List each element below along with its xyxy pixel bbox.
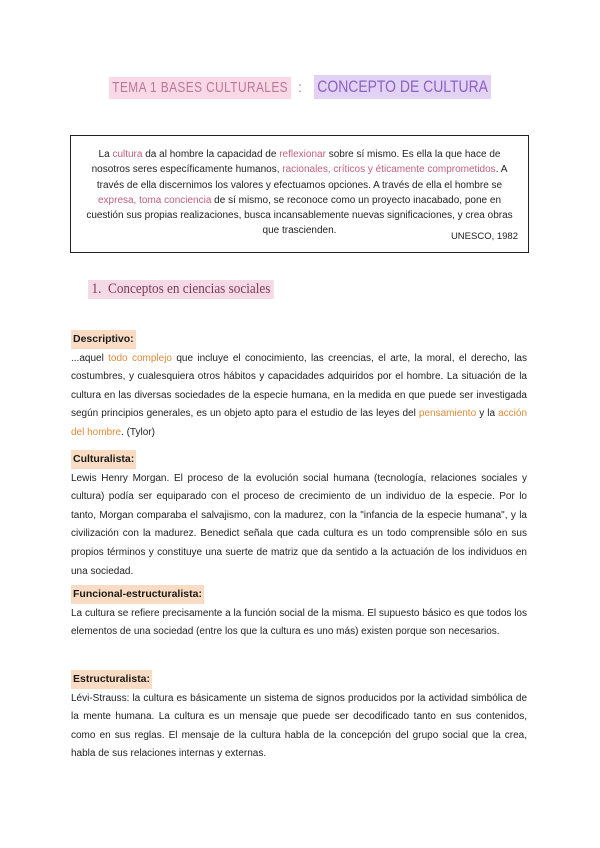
- section-heading: [88, 280, 274, 299]
- highlighted-term: acción del hombre: [71, 408, 527, 438]
- definition-text: [71, 350, 527, 443]
- definition-funcional-estructuralista: [71, 585, 527, 642]
- highlighted-term: todo complejo: [108, 352, 172, 364]
- text-run: y la: [476, 408, 499, 420]
- definition-title: Culturalista:: [71, 450, 136, 469]
- topic-title: TEMA 1 BASES CULTURALES: [109, 77, 291, 99]
- highlighted-term: expresa, toma conciencia: [97, 194, 212, 206]
- text-run: de sí mismo, se reconoce como un proyecto inacabado, pone en cuestión sus propias realizaciones, busca incansablemente nuevas significaciones, y crea obras que trascienden.: [86, 194, 513, 237]
- definition-estructuralista: [71, 670, 527, 764]
- text-run: sobre sí mismo. Es ella la que hace de nosotros seres específicamente humanos,: [91, 149, 501, 176]
- definition-descriptivo: [71, 330, 527, 443]
- quote-text: [85, 147, 514, 239]
- unesco-quote-box: [70, 135, 529, 253]
- highlighted-term: cultura: [112, 149, 143, 160]
- definition-text: [71, 605, 527, 642]
- highlighted-term: racionales, críticos y éticamente comprometidos: [282, 164, 496, 176]
- text-run: Lewis Henry Morgan. El proceso de la evolución social humana (tecnología, relaciones sociales y cultura) podía ser equiparado con el proceso de crecimiento de un individuo de la especie. Por lo tanto, Morgan comparaba el salvajismo, con la madurez, con la "infancia de la especie humana", y la civilización con la madurez. Benedict señala que cada cultura es un todo comprensible sólo en sus propios términos y constituye una suerte de matriz que da sentido a la actuación de los individuos en una sociedad.: [71, 472, 527, 577]
- text-run: Lévi-Strauss: la cultura es básicamente un sistema de signos producidos por la actividad simbólica de la mente humana. La cultura es un mensaje que puede ser decodificado tanto en sus contenidos, como en sus reglas. El mensaje de la cultura habla de la concepción del grupo social que la crea, habla de sus relaciones internas y externas.: [71, 692, 527, 760]
- definition-text: [71, 690, 527, 764]
- text-run: . A través de ella discernimos los valores y efectuamos opciones. A través de ella el hombre se: [96, 164, 508, 191]
- quote-source: UNESCO, 1982: [450, 230, 518, 242]
- text-run: La cultura se refiere precisamente a la función social de la misma. El supuesto básico es que todos los elementos de una sociedad (entre los que la cultura es uno más) existen porque son necesarios.: [71, 607, 527, 638]
- section-number: 1.: [91, 281, 102, 297]
- text-run: . (Tylor): [121, 426, 155, 438]
- definition-text: [71, 470, 527, 582]
- highlighted-term: pensamiento: [418, 408, 477, 420]
- definition-title: Descriptivo:: [71, 330, 136, 349]
- text-run: da al hombre la capacidad de: [142, 149, 280, 160]
- text-run: La: [98, 149, 113, 160]
- definition-title: Estructuralista:: [71, 670, 152, 689]
- text-run: ...aquel: [71, 352, 109, 364]
- title-separator: :: [298, 79, 303, 95]
- definition-culturalista: [71, 450, 527, 581]
- page-title: [0, 75, 600, 99]
- section-title: Conceptos en ciencias sociales: [108, 281, 271, 297]
- definition-title: Funcional-estructuralista:: [71, 585, 204, 604]
- subject-title: CONCEPTO DE CULTURA: [314, 75, 491, 99]
- highlighted-term: reflexionar: [279, 149, 326, 160]
- text-run: que incluye el conocimiento, las creencias, el arte, la moral, el derecho, las costumbres, y cualesquiera otros hábitos y capacidades adquiridos por el hombre. La situación de la cultura en las diversas sociedades de la especie humana, en la medida en que puede ser investigada según principios generales, es un objeto apto para el estudio de las leyes del: [71, 352, 527, 420]
